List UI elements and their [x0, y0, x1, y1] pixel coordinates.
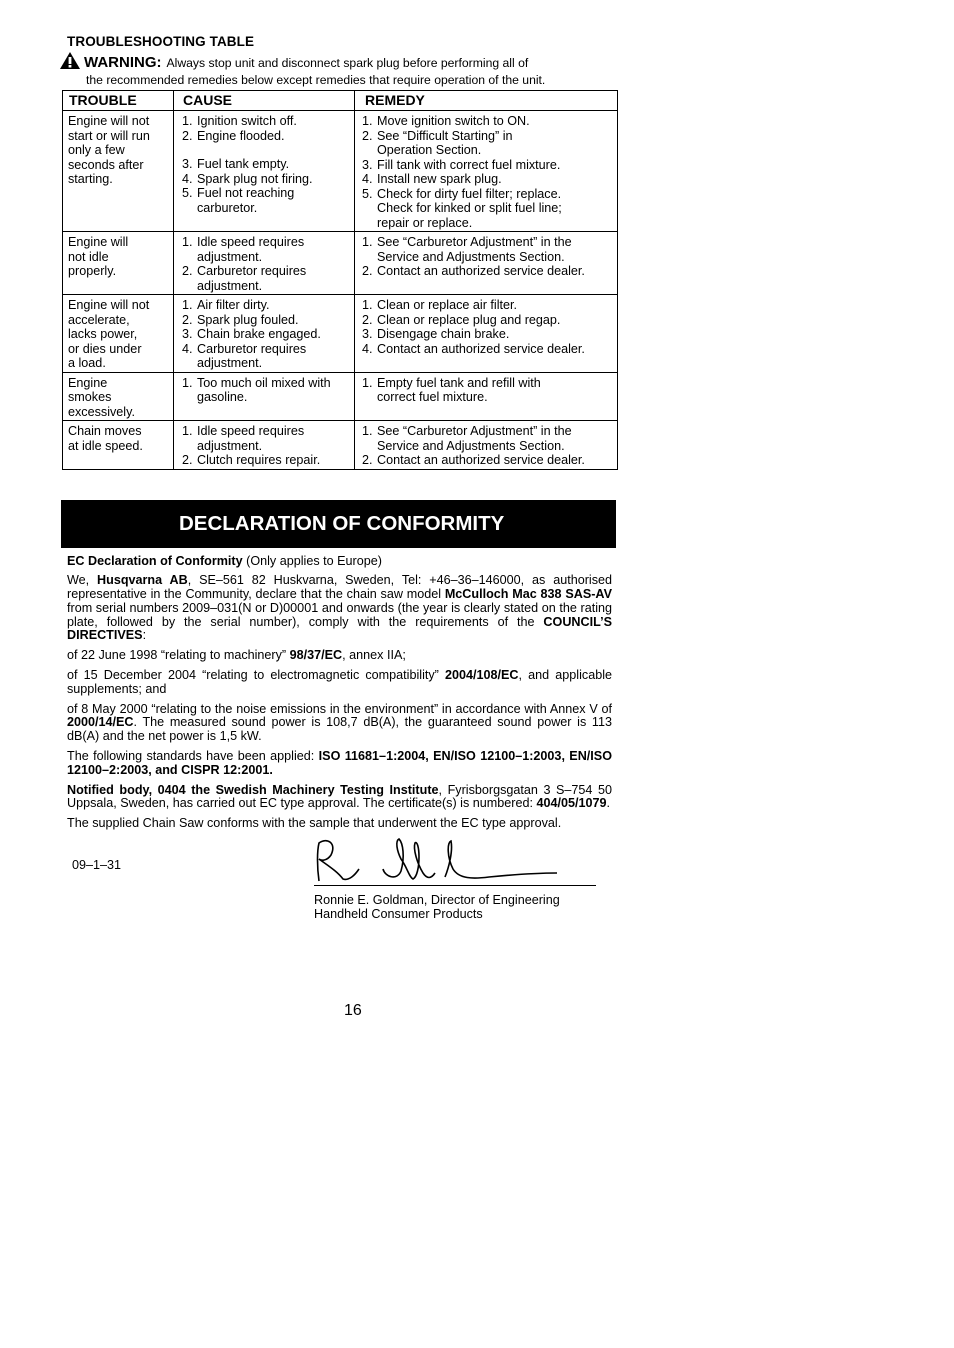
item-number: 5.	[362, 186, 373, 201]
item-text: Idle speed requires adjustment.	[197, 424, 305, 453]
item-number: 3.	[362, 327, 373, 341]
item-number: 3.	[182, 327, 193, 341]
directive-noise	[67, 703, 612, 744]
item-number: 1.	[362, 424, 373, 438]
cause-cell	[174, 232, 355, 295]
header-trouble: TROUBLE	[63, 91, 174, 111]
list-item	[362, 376, 612, 405]
directive-machinery	[67, 649, 612, 663]
cause-list	[179, 376, 349, 405]
ec-heading	[67, 555, 612, 569]
item-text: Fuel tank empty.	[197, 157, 290, 171]
certificate-number: 404/05/1079	[536, 796, 607, 811]
signature-line	[314, 885, 596, 886]
item-text: Clean or replace plug and regap.	[377, 312, 561, 327]
item-text: Spark plug not firing.	[197, 171, 313, 186]
list-item	[362, 342, 612, 357]
directive-code: 98/37/EC	[289, 648, 343, 663]
item-number: 1.	[362, 235, 373, 249]
signer-department: Handheld Consumer Products	[314, 907, 483, 922]
list-item	[182, 424, 349, 453]
item-text: Chain brake engaged.	[197, 327, 321, 341]
company-name: Husqvarna AB	[97, 573, 188, 588]
item-text: Check for dirty fuel filter; replace. Check for kinked or split fuel line; repair or replace.	[377, 186, 562, 230]
cause-list	[179, 424, 349, 468]
text: , and applicable supplements; and	[67, 668, 613, 696]
list-item	[182, 235, 349, 264]
remedy-cell	[355, 111, 618, 232]
list-item	[362, 187, 612, 231]
list-item	[182, 453, 349, 468]
remedy-cell	[355, 421, 618, 470]
list-item	[182, 172, 349, 187]
item-text: Disengage chain brake.	[377, 327, 510, 341]
warning-icon	[59, 51, 81, 73]
directives-label: COUNCIL’S DIRECTIVES	[67, 614, 612, 643]
item-number: 2.	[182, 453, 193, 467]
declaration-body	[62, 553, 617, 922]
item-number: 2.	[362, 264, 373, 278]
trouble-cell: Engine smokes excessively.	[63, 372, 174, 421]
item-text: See “Difficult Starting” in Operation Section.	[377, 128, 513, 157]
cause-cell	[174, 372, 355, 421]
list-item	[182, 298, 349, 313]
standards-list: ISO 11681–1:2004, EN/ISO 12100–1:2003, EN/ISO 12100–2:2003, and CISPR 12:2001.	[67, 749, 612, 777]
text: of 22 June 1998 “relating to machinery”	[67, 648, 290, 663]
cause-list	[179, 298, 349, 371]
list-item	[182, 186, 349, 215]
item-text: Spark plug fouled.	[197, 312, 299, 327]
item-number: 1.	[182, 375, 193, 390]
item-number: 1.	[362, 375, 373, 390]
text: , SE–561 82 Huskvarna, Sweden, Tel: +46–36–146000, as authorised representative in the Community, declare that the chain saw model	[67, 573, 613, 602]
item-text: Idle speed requires adjustment.	[197, 235, 305, 264]
table-row	[63, 232, 618, 295]
item-number: 1.	[182, 298, 193, 312]
list-item	[362, 129, 612, 158]
text: , Fyrisborgsgatan 3 S–754 50 Uppsala, Sweden, has carried out EC type approval. The certificate(s) is numbered:	[67, 782, 612, 811]
cause-list	[179, 235, 349, 293]
list-spacer	[182, 143, 349, 157]
list-item	[362, 453, 612, 468]
cause-list	[179, 114, 349, 215]
item-number: 2.	[362, 453, 373, 467]
text: The following standards have been applied:	[67, 749, 319, 764]
list-item	[362, 298, 612, 313]
remedy-list	[360, 235, 612, 279]
list-item	[362, 327, 612, 342]
list-item	[362, 114, 612, 129]
signature	[313, 837, 563, 883]
remedy-list	[360, 114, 612, 230]
warning-label: WARNING:	[84, 54, 162, 71]
conformity-statement: The supplied Chain Saw conforms with the sample that underwent the EC type approval.	[67, 816, 562, 831]
text: from serial numbers 2009–031(N or D)00001 and onwards (the year is clearly stated on the rating plate, followed by the serial number), comply with the requirements of the	[67, 600, 612, 629]
item-number: 3.	[362, 157, 373, 172]
cause-cell	[174, 295, 355, 373]
trouble-cell: Engine will not start or will run only a few seconds after starting.	[63, 111, 174, 232]
declaration-paragraph	[67, 574, 612, 643]
remedy-list	[360, 298, 612, 356]
item-number: 4.	[362, 341, 373, 356]
signature-area	[67, 837, 612, 922]
header-remedy: REMEDY	[355, 91, 618, 111]
item-number: 2.	[362, 128, 373, 143]
warning-text-line1: Always stop unit and disconnect spark plug before performing all of	[166, 56, 529, 70]
model-name: McCulloch Mac 838 SAS-AV	[444, 587, 612, 602]
item-number: 5.	[182, 186, 193, 200]
item-number: 1.	[182, 114, 193, 128]
signer-info	[314, 893, 560, 921]
item-text: Engine flooded.	[197, 128, 285, 143]
notified-body-paragraph	[67, 784, 612, 812]
text: We,	[67, 573, 98, 588]
header-cause: CAUSE	[174, 91, 355, 111]
table-row	[63, 111, 618, 232]
item-number: 1.	[182, 424, 193, 438]
list-item	[182, 114, 349, 129]
list-item	[182, 327, 349, 342]
trouble-cell: Engine will not accelerate, lacks power, or dies under a load.	[63, 295, 174, 373]
item-number: 4.	[182, 341, 193, 356]
item-text: Fill tank with correct fuel mixture.	[377, 157, 561, 172]
item-text: Ignition switch off.	[197, 114, 297, 128]
table-row	[63, 421, 618, 470]
text: :	[142, 628, 147, 643]
page	[62, 34, 617, 1019]
item-number: 4.	[182, 171, 193, 186]
list-item	[362, 235, 612, 264]
item-text: Clean or replace air filter.	[377, 298, 517, 312]
item-number: 4.	[362, 172, 373, 186]
notified-body: Notified body, 0404 the Swedish Machinery Testing Institute	[67, 782, 439, 797]
item-text: Carburetor requires adjustment.	[197, 264, 307, 293]
remedy-cell	[355, 295, 618, 373]
warning-text-line2: the recommended remedies below except remedies that require operation of the unit.	[86, 73, 546, 87]
item-text: Empty fuel tank and refill with correct fuel mixture.	[377, 375, 541, 404]
item-number: 3.	[182, 157, 193, 171]
item-text: Too much oil mixed with gasoline.	[197, 375, 331, 404]
item-text: See “Carburetor Adjustment” in the Service and Adjustments Section.	[377, 424, 572, 453]
list-item	[362, 158, 612, 173]
item-number: 1.	[362, 114, 373, 128]
text: of 15 December 2004 “relating to electromagnetic compatibility”	[67, 668, 445, 683]
directive-emc	[67, 669, 612, 697]
troubleshooting-title: TROUBLESHOOTING TABLE	[67, 34, 255, 49]
item-text: Move ignition switch to ON.	[377, 114, 530, 128]
remedy-cell	[355, 372, 618, 421]
item-text: See “Carburetor Adjustment” in the Service and Adjustments Section.	[377, 235, 572, 264]
trouble-cell: Chain moves at idle speed.	[63, 421, 174, 470]
declaration-date: 09–1–31	[72, 858, 122, 873]
list-item	[362, 264, 612, 279]
item-text: Contact an authorized service dealer.	[377, 453, 585, 467]
list-item	[182, 342, 349, 371]
item-number: 2.	[362, 312, 373, 327]
table-header-row	[63, 91, 618, 111]
remedy-cell	[355, 232, 618, 295]
remedy-list	[360, 376, 612, 405]
text: .	[606, 796, 611, 811]
text: . The measured sound power is 108,7 dB(A), the guaranteed sound power is 113 dB(A) and the net power is 1,5 kW.	[67, 715, 612, 744]
list-item	[362, 424, 612, 453]
list-item	[362, 172, 612, 187]
page-number: 16	[344, 1002, 362, 1019]
item-number: 1.	[182, 235, 193, 249]
cause-cell	[174, 421, 355, 470]
item-number: 2.	[182, 264, 193, 278]
cause-cell	[174, 111, 355, 232]
ec-note: (Only applies to Europe)	[242, 553, 382, 568]
signer-name: Ronnie E. Goldman, Director of Engineering	[314, 893, 560, 908]
table-row	[63, 295, 618, 373]
trouble-cell: Engine will not idle properly.	[63, 232, 174, 295]
declaration-banner: DECLARATION OF CONFORMITY	[61, 500, 616, 548]
item-text: Carburetor requires adjustment.	[197, 341, 307, 370]
item-text: Clutch requires repair.	[197, 453, 321, 467]
item-text: Install new spark plug.	[377, 172, 502, 186]
list-item	[182, 129, 349, 144]
directive-code: 2004/108/EC	[445, 668, 519, 683]
directive-code: 2000/14/EC	[67, 715, 134, 730]
table-row	[63, 372, 618, 421]
item-text: Air filter dirty.	[197, 298, 270, 312]
list-item	[182, 313, 349, 328]
remedy-list	[360, 424, 612, 468]
list-item	[182, 264, 349, 293]
item-text: Contact an authorized service dealer.	[377, 264, 585, 278]
list-item	[182, 157, 349, 172]
item-number: 2.	[182, 312, 193, 327]
list-item	[182, 376, 349, 405]
item-number: 2.	[182, 128, 193, 143]
troubleshooting-table	[62, 90, 618, 470]
warning-block	[59, 51, 617, 87]
list-item	[362, 313, 612, 328]
standards-paragraph	[67, 750, 612, 778]
item-number: 1.	[362, 298, 373, 312]
item-text: Contact an authorized service dealer.	[377, 341, 585, 356]
ec-title: EC Declaration of Conformity	[67, 553, 243, 568]
text: of 8 May 2000 “relating to the noise emissions in the environment” in accordance with Annex V of	[67, 701, 612, 716]
item-text: Fuel not reaching carburetor.	[197, 186, 295, 215]
text: , annex IIA;	[342, 648, 406, 663]
